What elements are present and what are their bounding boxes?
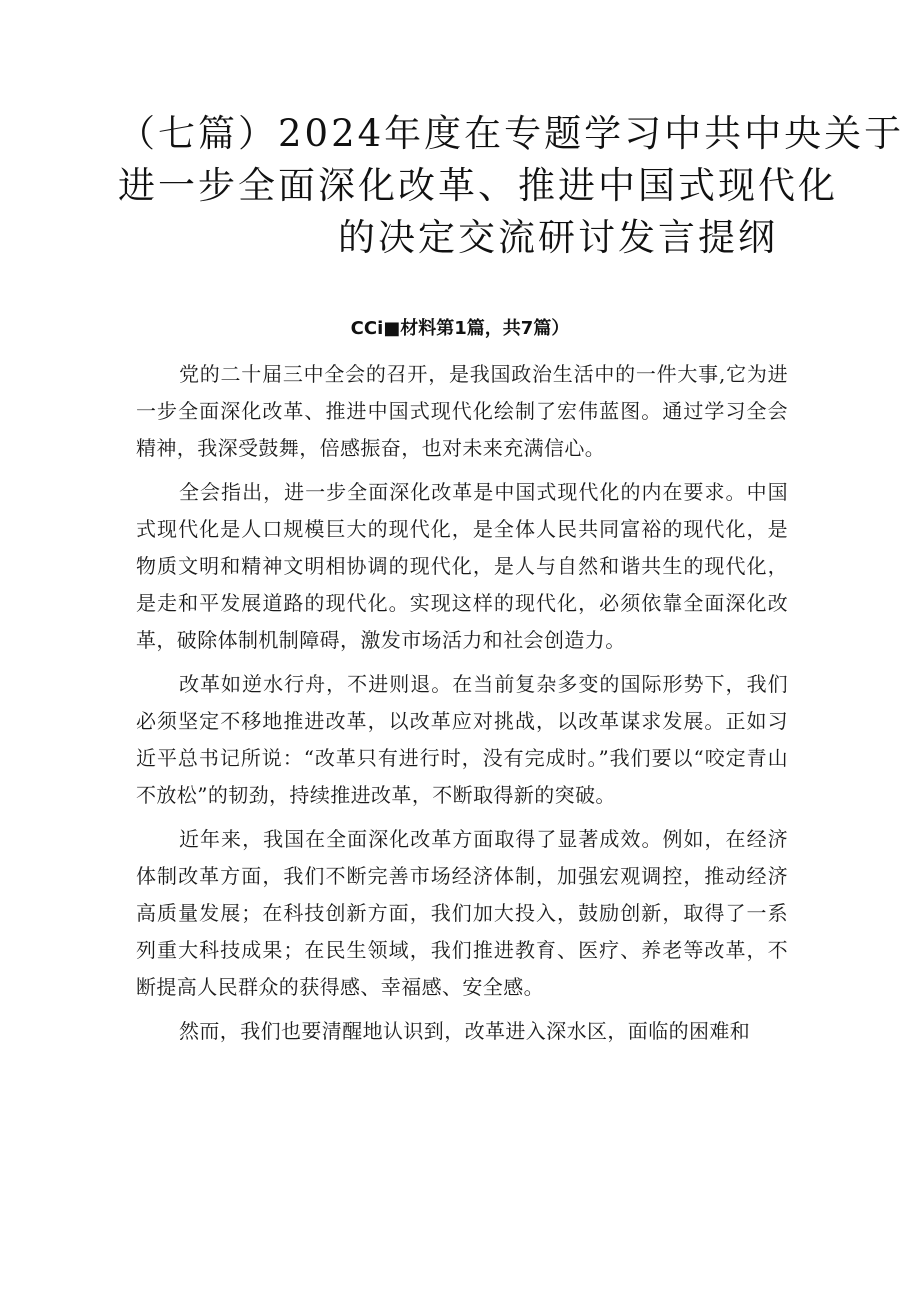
subtitle-text: CCi■材料第1篇，共7篇）	[350, 318, 570, 339]
document-title	[118, 108, 905, 264]
title-line-3: 的决定交流研讨发言提纲	[338, 216, 778, 259]
title-line-1: （七篇）2024年度在专题学习中共中央关于	[118, 112, 905, 155]
paragraph-1: 党的二十届三中全会的召开，是我国政治生活中的一件大事,它为进一步全面深化改革、推进中国式现代化绘制了宏伟蓝图。通过学习全会精神，我深受鼓舞，倍感振奋，也对未来充满信心。	[136, 362, 788, 460]
paragraph-2: 全会指出，进一步全面深化改革是中国式现代化的内在要求。中国式现代化是人口规模巨大的现代化，是全体人民共同富裕的现代化，是物质文明和精神文明相协调的现代化，是人与自然和谐共生的现代化，是走和平发展道路的现代化。实现这样的现代化，必须依靠全面深化改革，破除体制机制障碍，激发市场活力和社会创造力。	[136, 480, 788, 652]
document-body	[136, 356, 788, 1057]
title-line-2: 进一步全面深化改革、推进中国式现代化	[118, 164, 838, 207]
paragraph-4: 近年来，我国在全面深化改革方面取得了显著成效。例如，在经济体制改革方面，我们不断完善市场经济体制，加强宏观调控，推动经济高质量发展；在科技创新方面，我们加大投入，鼓励创新，取得了一系列重大科技成果；在民生领域，我们推进教育、医疗、养老等改革，不断提高人民群众的获得感、幸福感、安全感。	[136, 827, 788, 999]
paragraph-3: 改革如逆水行舟，不进则退。在当前复杂多变的国际形势下，我们必须坚定不移地推进改革，以改革应对挑战，以改革谋求发展。正如习近平总书记所说：“改革只有进行时，没有完成时。”我们要以“咬定青山不放松”的韧劲，持续推进改革，不断取得新的突破。	[136, 672, 788, 807]
document-subtitle	[0, 314, 920, 344]
paragraph-5: 然而，我们也要清醒地认识到，改革进入深水区，面临的困难和	[179, 1019, 751, 1043]
